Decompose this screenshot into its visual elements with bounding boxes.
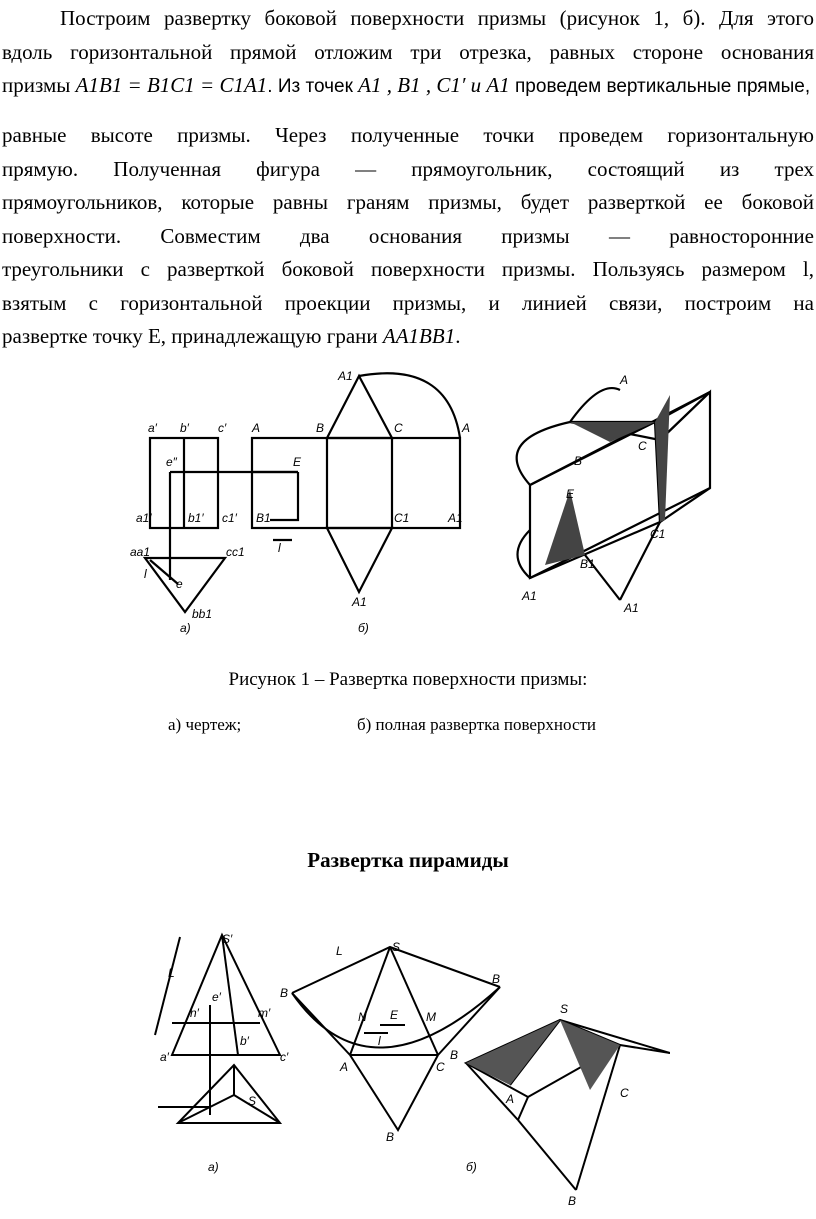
label-A-right: A (462, 421, 471, 435)
formula-points: A1 , B1 , C1′ и A1 (358, 73, 510, 97)
label-cc1: cc1 (226, 545, 245, 559)
label-C-c: C (620, 1086, 629, 1100)
figure-subcaption-b: б) полная развертка поверхности (357, 715, 597, 734)
label-B1: B1 (256, 511, 271, 525)
label-A-b: A (340, 1060, 349, 1074)
label-S-b: S (392, 940, 401, 954)
label-L-a: L (168, 966, 175, 980)
label-S-c: S (560, 1002, 569, 1016)
label-l-b: l (278, 541, 281, 555)
figure-caption: Рисунок 1 – Развертка поверхности призмы: (228, 669, 588, 690)
label-3d-A1-b: A1 (624, 601, 639, 615)
label-B-bottom: B (386, 1130, 395, 1144)
label-3d-A1: A1 (522, 589, 537, 603)
text-line-8: треугольники с разверткой боковой поверхности призмы. Пользуясь размером l, (2, 257, 814, 281)
text-line-5: прямую. Полученная фигура — прямоугольник, состоящий из трех (2, 156, 814, 181)
label-e-prime: e″ (166, 455, 177, 469)
label-l-b2: l (378, 1034, 381, 1048)
text-line-7: поверхности. Совместим два основания призмы — равносторонние (2, 223, 814, 248)
label-fig-a: а) (180, 621, 191, 635)
label-fig-a2: а) (208, 1160, 219, 1174)
label-b-prime: b′ (180, 421, 189, 435)
label-c1-prime: c1′ (222, 511, 237, 525)
text-line-9: взятым с горизонтальной проекции призмы, и линией связи, построим на (2, 290, 814, 315)
label-C: C (394, 421, 403, 435)
label-E: E (293, 455, 302, 469)
label-3d-C: C (638, 439, 647, 453)
label-B: B (316, 421, 325, 435)
label-a-prime: a′ (148, 421, 157, 435)
label-A1-top: A1 (338, 369, 353, 383)
label-aa1: aa1 (130, 545, 151, 559)
label-3d-A: A (620, 373, 629, 387)
label-M: M (426, 1010, 436, 1024)
label-B-left: B (280, 986, 289, 1000)
label-l-a: l (144, 567, 147, 581)
label-3d-E: E (566, 487, 575, 501)
text-line-1: Построим развертку боковой поверхности призмы (рисунок 1, б). Для этого (60, 6, 814, 30)
label-3d-B1: B1 (580, 557, 595, 571)
label-A1-right: A1 (448, 511, 463, 525)
figure-pyramid-development (150, 925, 670, 1215)
label-b-prime: b′ (240, 1034, 249, 1048)
text-line-3: призмы A1B1 = B1C1 = C1A1. Из точек A1 , B1 , C1′ и A1 проведем вертикальные прямые, (2, 73, 811, 97)
label-m-prime: m′ (258, 1006, 271, 1020)
label-bb1: bb1 (192, 607, 213, 621)
label-E-b: E (390, 1008, 399, 1022)
label-b1-prime: b1′ (188, 511, 204, 525)
text-line-4: равные высоте призмы. Через полученные точки проведем горизонтальную (2, 123, 814, 147)
text-line-2: вдоль горизонтальной прямой отложим три отрезка, равных стороне основания (2, 39, 814, 64)
text-line-6: прямоугольников, которые равны граням призмы, будет разверткой ее боковой (2, 190, 814, 214)
label-3d-C1: C1 (650, 527, 666, 541)
figure-subcaption-a: а) чертеж; (168, 715, 242, 734)
label-B-c: B (450, 1048, 459, 1062)
label-fig-b2: б) (466, 1160, 477, 1174)
figure-prism-development (130, 360, 730, 645)
label-S-prime: S′ (222, 932, 233, 946)
label-L-b: L (336, 944, 343, 958)
label-n-prime: n′ (190, 1006, 199, 1020)
label-B-c-bottom: B (568, 1194, 577, 1208)
label-e-a: e (176, 577, 183, 591)
label-e-prime: e′ (212, 990, 221, 1004)
label-S-a: S (248, 1094, 257, 1108)
label-3d-B: B (574, 454, 583, 468)
label-A-c: A (506, 1092, 515, 1106)
formula-segments: A1B1 = B1C1 = C1A1 (75, 73, 268, 97)
paragraph-prism-development (2, 2, 814, 354)
label-a-prime: a′ (160, 1050, 169, 1064)
label-C1: C1 (394, 511, 410, 525)
label-c-prime: c′ (218, 421, 227, 435)
label-A: A (252, 421, 261, 435)
label-A1-bottom: A1 (352, 595, 367, 609)
label-B-right: B (492, 972, 501, 986)
label-a1-prime: a1′ (136, 511, 152, 525)
formula-face: AA1BB1 (382, 324, 456, 348)
section-heading-pyramid: Развертка пирамиды (307, 848, 509, 872)
label-fig-b: б) (358, 621, 369, 635)
label-c-prime: c′ (280, 1050, 289, 1064)
label-C-b: C (436, 1060, 445, 1074)
label-N: N (358, 1010, 367, 1024)
text-line-10: развертке точку Е, принадлежащую грани AA1BB1. (2, 324, 461, 348)
